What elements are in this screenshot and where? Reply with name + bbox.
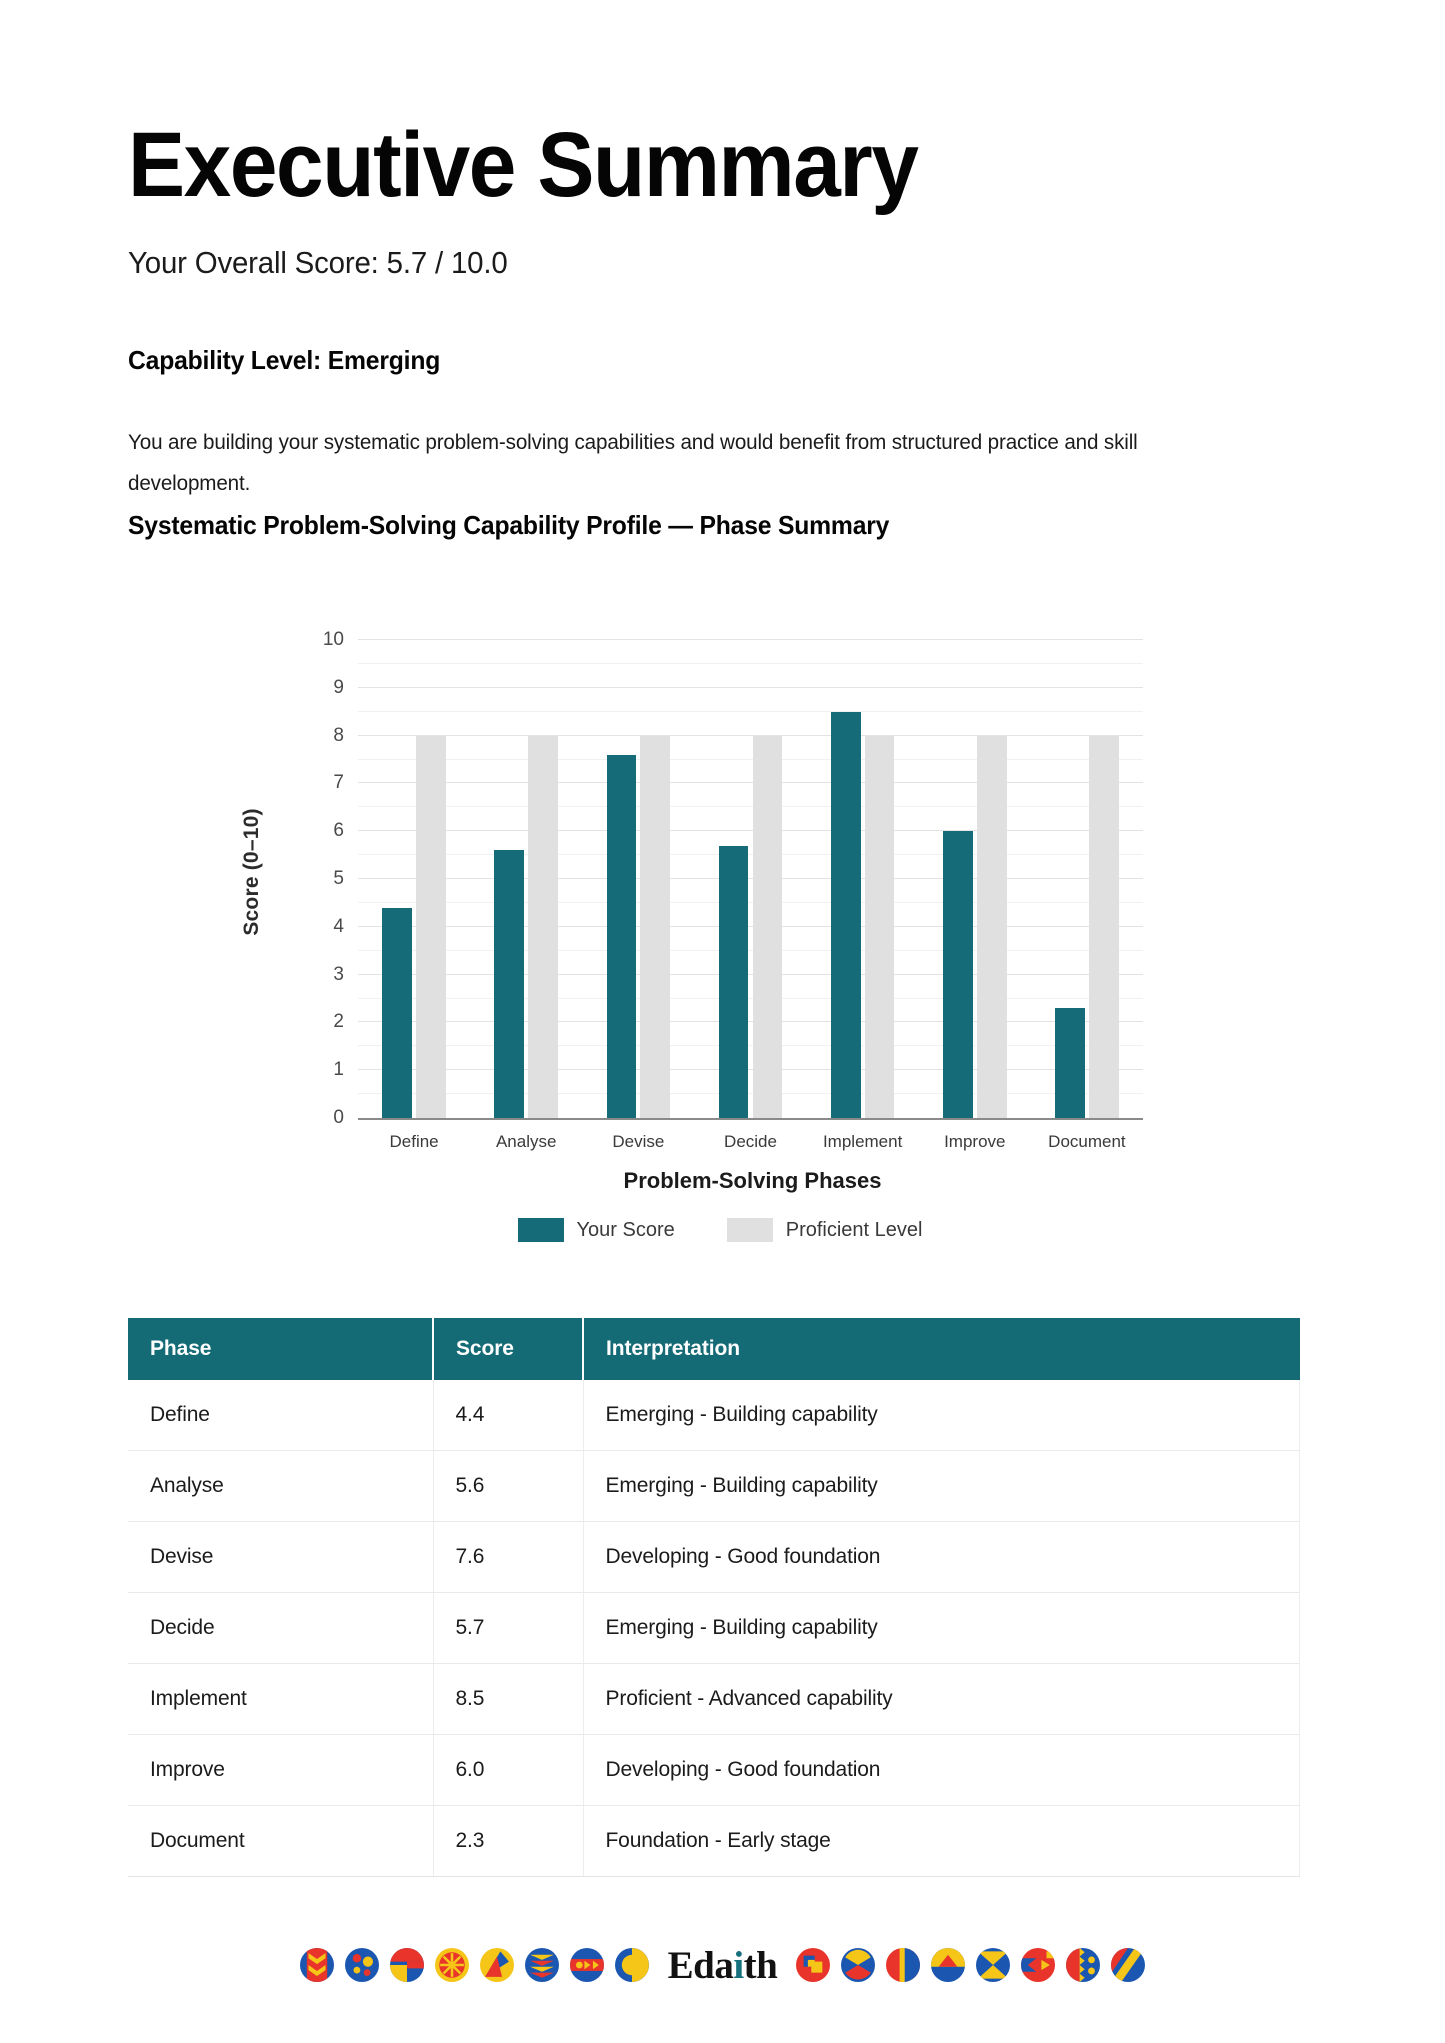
legend-item-proficient-level — [727, 1218, 923, 1242]
bar-your-score-document — [1055, 1008, 1085, 1118]
y-tick-label: 0 — [333, 1107, 344, 1128]
bar-proficient-level-document — [1089, 736, 1119, 1118]
column-header-interpretation: Interpretation — [583, 1318, 1300, 1380]
cell-phase: Analyse — [128, 1451, 433, 1522]
footer-right-marks — [796, 1948, 1145, 1982]
brand-name-part1: Eda — [667, 1943, 734, 1987]
cell-score: 6.0 — [433, 1735, 583, 1806]
table-row — [128, 1380, 1300, 1451]
legend-label: Proficient Level — [785, 1218, 923, 1241]
bar-your-score-decide — [719, 846, 749, 1118]
capability-description: You are building your systematic problem-solving capabilities and would benefit from structured practice and skill development. — [128, 429, 1138, 495]
cell-score: 4.4 — [433, 1380, 583, 1451]
brand-name-accent: i — [733, 1943, 744, 1987]
chart-plot-wrapper — [278, 629, 1158, 1151]
table-header-row — [128, 1318, 1300, 1380]
bar-your-score-define — [382, 908, 412, 1118]
table-row — [128, 1593, 1300, 1664]
cell-interpretation: Emerging - Building capability — [583, 1593, 1300, 1664]
x-tick-label-devise: Devise — [612, 1132, 665, 1151]
legend-label: Your Score — [576, 1218, 675, 1241]
overall-score-line: Your Overall Score: 5.7 / 10.0 — [128, 245, 508, 280]
phase-score-table — [128, 1318, 1300, 1877]
chart-bars — [358, 640, 1143, 1118]
footer-left-marks — [300, 1948, 649, 1982]
brand-wordmark — [667, 1943, 778, 1987]
cell-phase: Improve — [128, 1735, 433, 1806]
cell-score: 8.5 — [433, 1664, 583, 1735]
bar-your-score-improve — [943, 831, 973, 1118]
cell-interpretation: Proficient - Advanced capability — [583, 1664, 1300, 1735]
table-row — [128, 1806, 1300, 1877]
mark-pinwheel-icon — [841, 1948, 875, 1982]
cell-interpretation: Developing - Good foundation — [583, 1735, 1300, 1806]
x-tick-label-define: Define — [389, 1132, 439, 1151]
cell-interpretation: Emerging - Building capability — [583, 1380, 1300, 1451]
mark-squares-icon — [796, 1948, 830, 1982]
chart-legend — [150, 1218, 1290, 1242]
cell-interpretation: Developing - Good foundation — [583, 1522, 1300, 1593]
mark-arrows-icon — [570, 1948, 604, 1982]
cell-phase: Devise — [128, 1522, 433, 1593]
mark-halfmoon-icon — [615, 1948, 649, 1982]
y-tick-label: 7 — [333, 772, 344, 794]
y-tick-label: 8 — [333, 724, 344, 746]
mark-dots-icon — [345, 1948, 379, 1982]
cell-phase: Define — [128, 1380, 433, 1451]
y-tick-label: 2 — [333, 1011, 344, 1033]
bar-your-score-devise — [607, 755, 637, 1118]
bar-proficient-level-decide — [753, 736, 783, 1118]
cell-score: 5.6 — [433, 1451, 583, 1522]
x-tick-label-implement: Implement — [822, 1132, 903, 1151]
capability-bar-chart — [150, 630, 1290, 1280]
mark-stripe-icon — [886, 1948, 920, 1982]
y-tick-label: 4 — [333, 915, 344, 937]
brand-name-part2: th — [743, 1943, 778, 1987]
cell-phase: Document — [128, 1806, 433, 1877]
y-tick-label: 10 — [322, 629, 344, 650]
chart-y-axis-label: Score (0–10) — [240, 808, 263, 936]
table-row — [128, 1451, 1300, 1522]
cell-score: 5.7 — [433, 1593, 583, 1664]
mark-diagonal-icon — [1111, 1948, 1145, 1982]
mark-triangles-icon — [480, 1948, 514, 1982]
cell-phase: Decide — [128, 1593, 433, 1664]
cell-phase: Implement — [128, 1664, 433, 1735]
bar-proficient-level-improve — [977, 736, 1007, 1118]
x-tick-label-document: Document — [1048, 1132, 1126, 1151]
column-header-phase: Phase — [128, 1318, 433, 1380]
column-header-score: Score — [433, 1318, 583, 1380]
y-tick-label: 6 — [333, 820, 344, 842]
mark-chevrons-icon — [300, 1948, 334, 1982]
mark-arch-icon — [931, 1948, 965, 1982]
x-tick-label-decide: Decide — [724, 1132, 777, 1151]
cell-interpretation: Emerging - Building capability — [583, 1451, 1300, 1522]
page-title: Executive Summary — [128, 113, 918, 216]
x-tick-label-analyse: Analyse — [495, 1132, 557, 1151]
mark-starburst-icon — [435, 1948, 469, 1982]
y-tick-label: 3 — [333, 963, 344, 985]
mark-zigzag-icon — [1066, 1948, 1100, 1982]
footer-brand-strip — [0, 1920, 1445, 2010]
mark-bowtie-icon — [976, 1948, 1010, 1982]
bar-proficient-level-analyse — [528, 736, 558, 1118]
mark-quadrants-icon — [390, 1948, 424, 1982]
table-row — [128, 1664, 1300, 1735]
table-row — [128, 1735, 1300, 1806]
chart-x-axis-label: Problem-Solving Phases — [623, 1168, 882, 1193]
legend-item-your-score — [518, 1218, 675, 1242]
cell-interpretation: Foundation - Early stage — [583, 1806, 1300, 1877]
bar-proficient-level-devise — [640, 736, 670, 1118]
bar-proficient-level-define — [416, 736, 446, 1118]
bar-your-score-analyse — [494, 850, 524, 1118]
cell-score: 7.6 — [433, 1522, 583, 1593]
chart-plot-area — [322, 629, 1143, 1151]
legend-swatch — [518, 1218, 564, 1242]
mark-burst-icon — [1021, 1948, 1055, 1982]
legend-swatch — [727, 1218, 773, 1242]
x-tick-label-improve: Improve — [944, 1132, 1006, 1151]
bar-proficient-level-implement — [865, 736, 895, 1118]
y-tick-label: 5 — [333, 868, 344, 889]
y-tick-label: 1 — [333, 1059, 344, 1081]
y-tick-label: 9 — [333, 676, 344, 698]
chart-section-heading: Systematic Problem-Solving Capability Profile — Phase Summary — [128, 510, 890, 540]
mark-waves-icon — [525, 1948, 559, 1982]
table-row — [128, 1522, 1300, 1593]
capability-level-heading: Capability Level: Emerging — [128, 345, 441, 375]
cell-score: 2.3 — [433, 1806, 583, 1877]
bar-your-score-implement — [831, 712, 861, 1118]
table-body — [128, 1380, 1300, 1877]
